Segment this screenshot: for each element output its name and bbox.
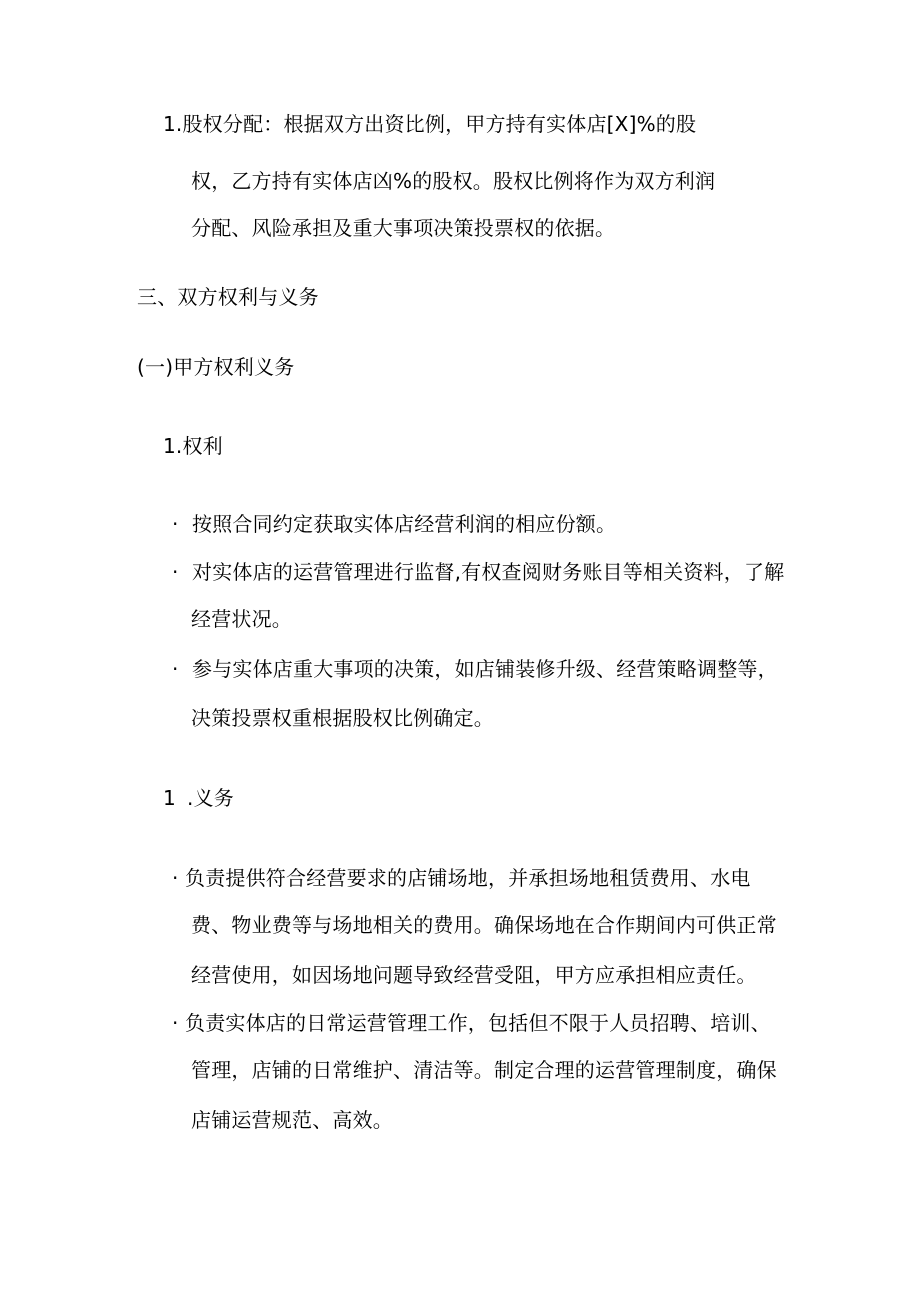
rights-bullet: · <box>172 657 179 681</box>
obligations-item-1-line-1: 负责提供符合经营要求的店铺场地，并承担场地租赁费用、水电 <box>185 866 751 890</box>
section-heading: 三、双方权利与义务 <box>137 285 319 309</box>
rights-item-1-line-1: 按照合同约定获取实体店经营利润的相应份额。 <box>192 512 617 536</box>
equity-line-2: 权，乙方持有实体店凶%的股权。股权比例将作为双方利润 <box>191 169 716 193</box>
obligations-item-1-line-3: 经营使用，如因场地问题导致经营受阻，甲方应承担相应责任。 <box>191 963 757 987</box>
obligations-bullet: · <box>172 866 179 890</box>
rights-item-3-line-2: 决策投票权重根据股权比例确定。 <box>191 706 494 730</box>
rights-item-3-line-1: 参与实体店重大事项的决策，如店铺装修升级、经营策略调整等， <box>192 657 778 681</box>
obligations-item-1-line-2: 费、物业费等与场地相关的费用。确保场地在合作期间内可供正常 <box>191 913 777 937</box>
obligations-item-2-line-1: 负责实体店的日常运营管理工作，包括但不限于人员招聘、培训、 <box>185 1011 771 1035</box>
rights-bullet: · <box>172 512 179 536</box>
rights-item-2-line-2: 经营状况。 <box>191 607 292 631</box>
rights-bullet: · <box>172 560 179 584</box>
obligations-heading: .义务 <box>187 786 234 810</box>
obligations-item-2-line-2: 管理，店铺的日常维护、清洁等。制定合理的运营管理制度，确保 <box>191 1058 777 1082</box>
rights-heading: 1.权利 <box>163 434 223 458</box>
obligations-item-2-line-3: 店铺运营规范、高效。 <box>191 1108 393 1132</box>
rights-item-2-line-1: 对实体店的运营管理进行监督,有权查阅财务账目等相关资料，了解 <box>192 560 785 584</box>
subsection-heading: (一)甲方权利义务 <box>137 355 295 379</box>
obligations-bullet: · <box>172 1011 179 1035</box>
equity-line-3: 分配、风险承担及重大事项决策投票权的依据。 <box>191 216 616 240</box>
equity-line-1: 1.股权分配：根据双方出资比例，甲方持有实体店[X]%的股 <box>163 112 697 136</box>
obligations-number: 1 <box>163 786 176 810</box>
